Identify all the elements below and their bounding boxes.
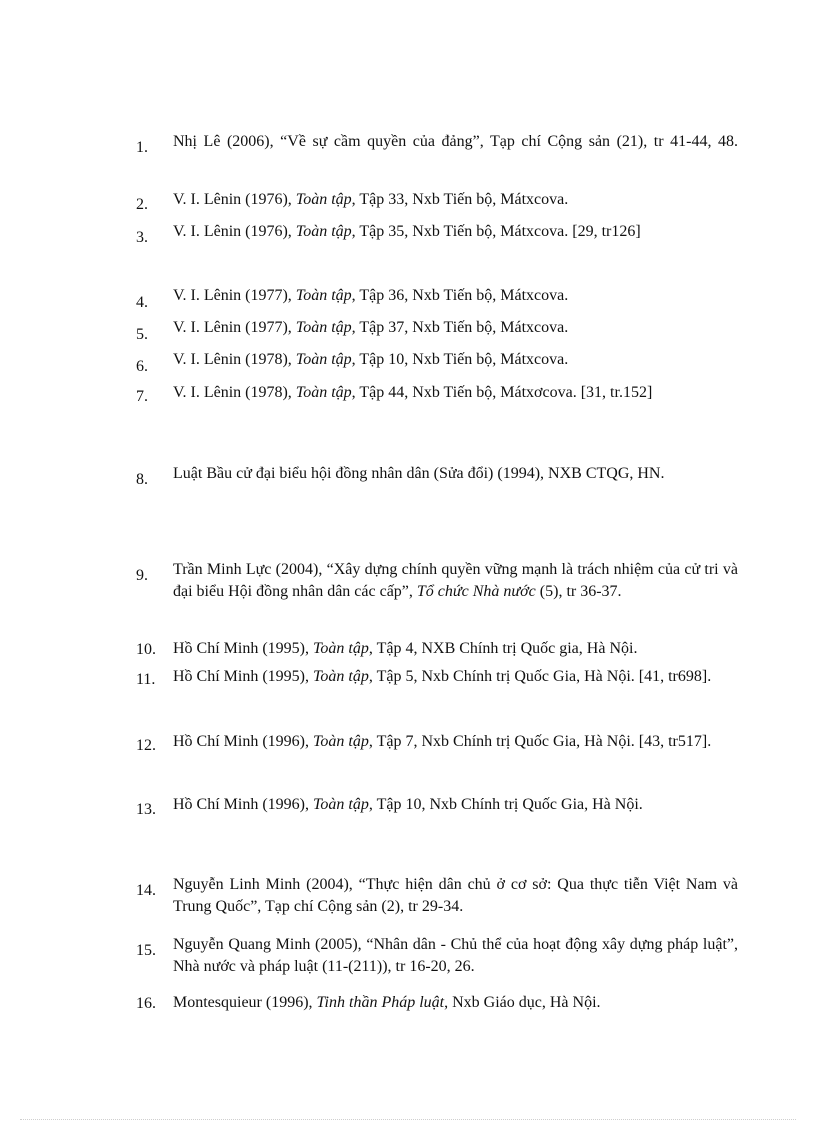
reference-item: [136, 349, 738, 375]
reference-item: [136, 559, 738, 603]
reference-number: 5.: [136, 326, 148, 343]
reference-number: 8.: [136, 471, 148, 488]
reference-item: [136, 189, 738, 211]
page-bottom-border: [20, 1119, 796, 1120]
reference-text: Trần Minh Lực (2004), “Xây dựng chính quyền vững mạnh là trách nhiệm của cử tri và đại biểu Hội đồng nhân dân các cấp”, Tổ chức Nhà nước (5), tr 36-37.: [173, 561, 738, 600]
reference-item: [136, 376, 738, 409]
reference-item: [136, 215, 738, 248]
reference-number: 13.: [136, 801, 156, 818]
reference-number: 16.: [136, 995, 156, 1012]
reference-text: Montesquieur (1996), Tinh thần Pháp luật, Nxb Giáo dục, Hà Nội.: [173, 994, 601, 1011]
reference-number: 15.: [136, 942, 156, 959]
reference-item: [136, 934, 738, 978]
reference-item: [136, 788, 738, 821]
reference-item: [136, 285, 738, 311]
reference-item: [136, 660, 738, 693]
reference-text: V. I. Lênin (1977), Toàn tập, Tập 36, Nxb Tiến bộ, Mátxcova.: [173, 287, 569, 304]
reference-number: 4.: [136, 294, 148, 311]
reference-text: Hồ Chí Minh (1995), Toàn tập, Tập 4, NXB Chính trị Quốc gia, Hà Nội.: [173, 640, 638, 657]
reference-text: Hồ Chí Minh (1995), Toàn tập, Tập 5, Nxb Chính trị Quốc Gia, Hà Nội. [41, tr698].: [173, 668, 712, 685]
reference-text: Luật Bầu cử đại biểu hội đồng nhân dân (Sửa đổi) (1994), NXB CTQG, HN.: [173, 465, 665, 482]
reference-text: Hồ Chí Minh (1996), Toàn tập, Tập 7, Nxb Chính trị Quốc Gia, Hà Nội. [43, tr517].: [173, 733, 712, 750]
reference-item: [136, 725, 738, 758]
reference-text: V. I. Lênin (1978), Toàn tập, Tập 10, Nxb Tiến bộ, Mátxcova.: [173, 351, 569, 368]
reference-text: Nguyễn Linh Minh (2004), “Thực hiện dân chủ ở cơ sở: Qua thực tiễn Việt Nam và Trung Quốc”, Tạp chí Cộng sản (2), tr 29-34.: [173, 876, 738, 915]
reference-number: 11.: [136, 671, 156, 688]
reference-number: 14.: [136, 882, 156, 899]
reference-number: 7.: [136, 388, 148, 405]
reference-text: Hồ Chí Minh (1996), Toàn tập, Tập 10, Nxb Chính trị Quốc Gia, Hà Nội.: [173, 796, 643, 813]
reference-text: V. I. Lênin (1977), Toàn tập, Tập 37, Nxb Tiến bộ, Mátxcova.: [173, 319, 569, 336]
reference-item: [136, 463, 738, 488]
reference-text: V. I. Lênin (1976), Toàn tập, Tập 33, Nxb Tiến bộ, Mátxcova.: [173, 191, 569, 208]
reference-number: 3.: [136, 229, 148, 246]
reference-number: 1.: [136, 139, 148, 156]
reference-number: 12.: [136, 737, 156, 754]
reference-item: [136, 131, 739, 156]
reference-item: [136, 638, 738, 660]
reference-item: [136, 317, 738, 343]
reference-text: Nhị Lê (2006), “Về sự cầm quyền của đảng”, Tạp chí Cộng sản (21), tr 41-44, 48.: [173, 133, 739, 150]
reference-item: [136, 992, 738, 1014]
reference-number: 6.: [136, 358, 148, 375]
reference-text: V. I. Lênin (1978), Toàn tập, Tập 44, Nxb Tiến bộ, Mátxơcova. [31, tr.152]: [173, 384, 653, 401]
reference-number: 10.: [136, 641, 156, 658]
reference-item: [136, 874, 738, 918]
reference-number: 9.: [136, 567, 148, 584]
reference-number: 2.: [136, 196, 148, 213]
reference-text: V. I. Lênin (1976), Toàn tập, Tập 35, Nxb Tiến bộ, Mátxcova. [29, tr126]: [173, 223, 641, 240]
reference-text: Nguyễn Quang Minh (2005), “Nhân dân - Chủ thể của hoạt động xây dựng pháp luật”, Nhà nước và pháp luật (11-(211)), tr 16-20, 26.: [173, 936, 738, 975]
